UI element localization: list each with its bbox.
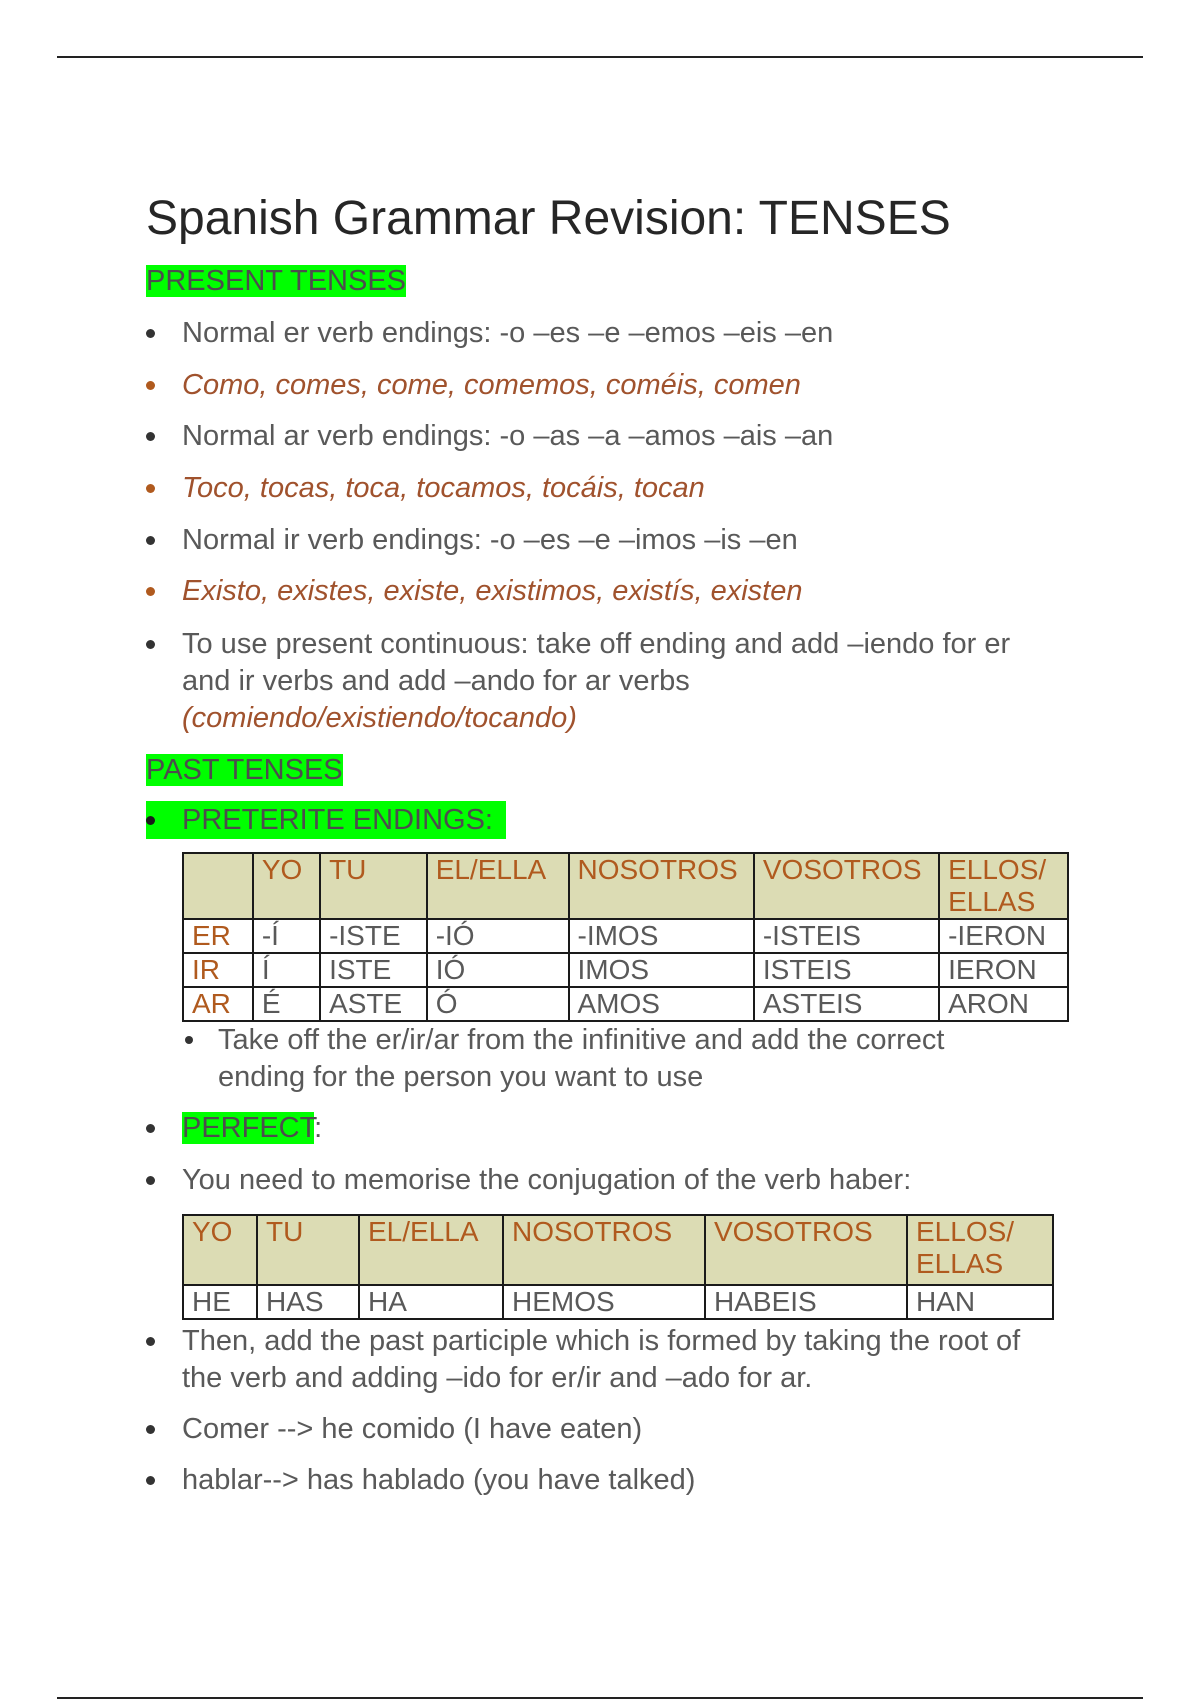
- list-item: Comer --> he comido (I have eaten): [146, 1411, 1066, 1448]
- table-cell: IERON: [939, 953, 1068, 987]
- section-heading-past: PAST TENSES: [146, 754, 343, 786]
- list-item-example: Toco, tocas, toca, tocamos, tocáis, tocan: [146, 470, 1066, 507]
- haber-intro: You need to memorise the conjugation of the verb haber:: [146, 1162, 1066, 1199]
- table-cell: ER: [183, 919, 253, 953]
- bullet-icon: [146, 484, 155, 493]
- list-item: Normal ar verb endings: -o –as –a –amos –ais –an: [146, 418, 1066, 455]
- table-header-cell: VOSOTROS: [754, 853, 939, 919]
- bullet-icon: [185, 1036, 193, 1044]
- table-cell: AR: [183, 987, 253, 1021]
- table-cell: ISTE: [320, 953, 427, 987]
- bullet-icon: [146, 816, 155, 825]
- table-header-cell: TU: [320, 853, 427, 919]
- table-cell: HE: [183, 1285, 257, 1319]
- table-header-row: [183, 853, 1068, 919]
- table-header-cell: [183, 853, 253, 919]
- table-header-cell: VOSOTROS: [705, 1215, 907, 1285]
- table-cell: HA: [359, 1285, 503, 1319]
- continuous-text: To use present continuous: take off ending and add –iendo for er and ir verbs and add –ando for ar verbs: [182, 628, 1011, 697]
- table-cell: HEMOS: [503, 1285, 705, 1319]
- table-header-cell: YO: [253, 853, 320, 919]
- list-item-example: Existo, existes, existe, existimos, existís, existen: [146, 573, 1066, 610]
- table-header-cell: NOSOTROS: [569, 853, 754, 919]
- table-cell: AMOS: [569, 987, 754, 1021]
- preterite-note: Take off the er/ir/ar from the infinitive and add the correct ending for the person you want to use: [182, 1022, 1022, 1096]
- bullet-icon: [146, 1476, 155, 1485]
- table-cell: IÓ: [427, 953, 569, 987]
- table-header-cell: YO: [183, 1215, 257, 1285]
- bullet-icon: [146, 1337, 155, 1346]
- table-header-cell: ELLOS/ ELLAS: [939, 853, 1068, 919]
- list-item: Normal er verb endings: -o –es –e –emos –eis –en: [146, 315, 1066, 352]
- preterite-heading: PRETERITE ENDINGS:: [146, 802, 1066, 839]
- table-cell: IMOS: [569, 953, 754, 987]
- bullet-icon: [146, 329, 155, 338]
- table-header-cell: ELLOS/ ELLAS: [907, 1215, 1053, 1285]
- bullet-icon: [146, 432, 155, 441]
- table-cell: -IMOS: [569, 919, 754, 953]
- table-cell: HAS: [257, 1285, 359, 1319]
- list-item-continuous: [146, 626, 1066, 737]
- table-row: [183, 987, 1068, 1021]
- haber-table: [182, 1214, 1054, 1320]
- table-cell: -IERON: [939, 919, 1068, 953]
- table-cell: Ó: [427, 987, 569, 1021]
- table-header-cell: EL/ELLA: [359, 1215, 503, 1285]
- table-header-row: [183, 1215, 1053, 1285]
- perfect-heading: PERFECT:: [146, 1110, 1066, 1147]
- preterite-table: [182, 852, 1069, 1022]
- table-cell: -ISTE: [320, 919, 427, 953]
- table-cell: ASTEIS: [754, 987, 939, 1021]
- list-item-example: Como, comes, come, comemos, coméis, comen: [146, 367, 1066, 404]
- table-header-cell: TU: [257, 1215, 359, 1285]
- page-title: Spanish Grammar Revision: TENSES: [146, 192, 951, 245]
- table-cell: IR: [183, 953, 253, 987]
- table-cell: -IÓ: [427, 919, 569, 953]
- bullet-icon: [146, 1425, 155, 1434]
- table-row: [183, 1285, 1053, 1319]
- table-cell: Í: [253, 953, 320, 987]
- list-item: Normal ir verb endings: -o –es –e –imos –is –en: [146, 522, 1066, 559]
- table-cell: É: [253, 987, 320, 1021]
- table-cell: HABEIS: [705, 1285, 907, 1319]
- bullet-icon: [146, 536, 155, 545]
- list-item: hablar--> has hablado (you have talked): [146, 1462, 1066, 1499]
- participle-note: Then, add the past participle which is formed by taking the root of the verb and adding –ido for er/ir and –ado for ar.: [146, 1323, 1046, 1397]
- table-row: [183, 919, 1068, 953]
- table-row: [183, 953, 1068, 987]
- section-heading-present: PRESENT TENSES: [146, 265, 407, 297]
- bullet-icon: [146, 381, 155, 390]
- bullet-icon: [146, 1124, 155, 1133]
- bullet-icon: [146, 640, 155, 649]
- table-header-cell: NOSOTROS: [503, 1215, 705, 1285]
- top-rule: [57, 56, 1143, 58]
- table-cell: HAN: [907, 1285, 1053, 1319]
- table-cell: ISTEIS: [754, 953, 939, 987]
- table-header-cell: EL/ELLA: [427, 853, 569, 919]
- table-cell: ASTE: [320, 987, 427, 1021]
- table-cell: -Í: [253, 919, 320, 953]
- continuous-example: (comiendo/existiendo/tocando): [182, 702, 577, 734]
- table-cell: ARON: [939, 987, 1068, 1021]
- table-cell: -ISTEIS: [754, 919, 939, 953]
- bullet-icon: [146, 587, 155, 596]
- bullet-icon: [146, 1176, 155, 1185]
- bottom-rule: [57, 1697, 1143, 1699]
